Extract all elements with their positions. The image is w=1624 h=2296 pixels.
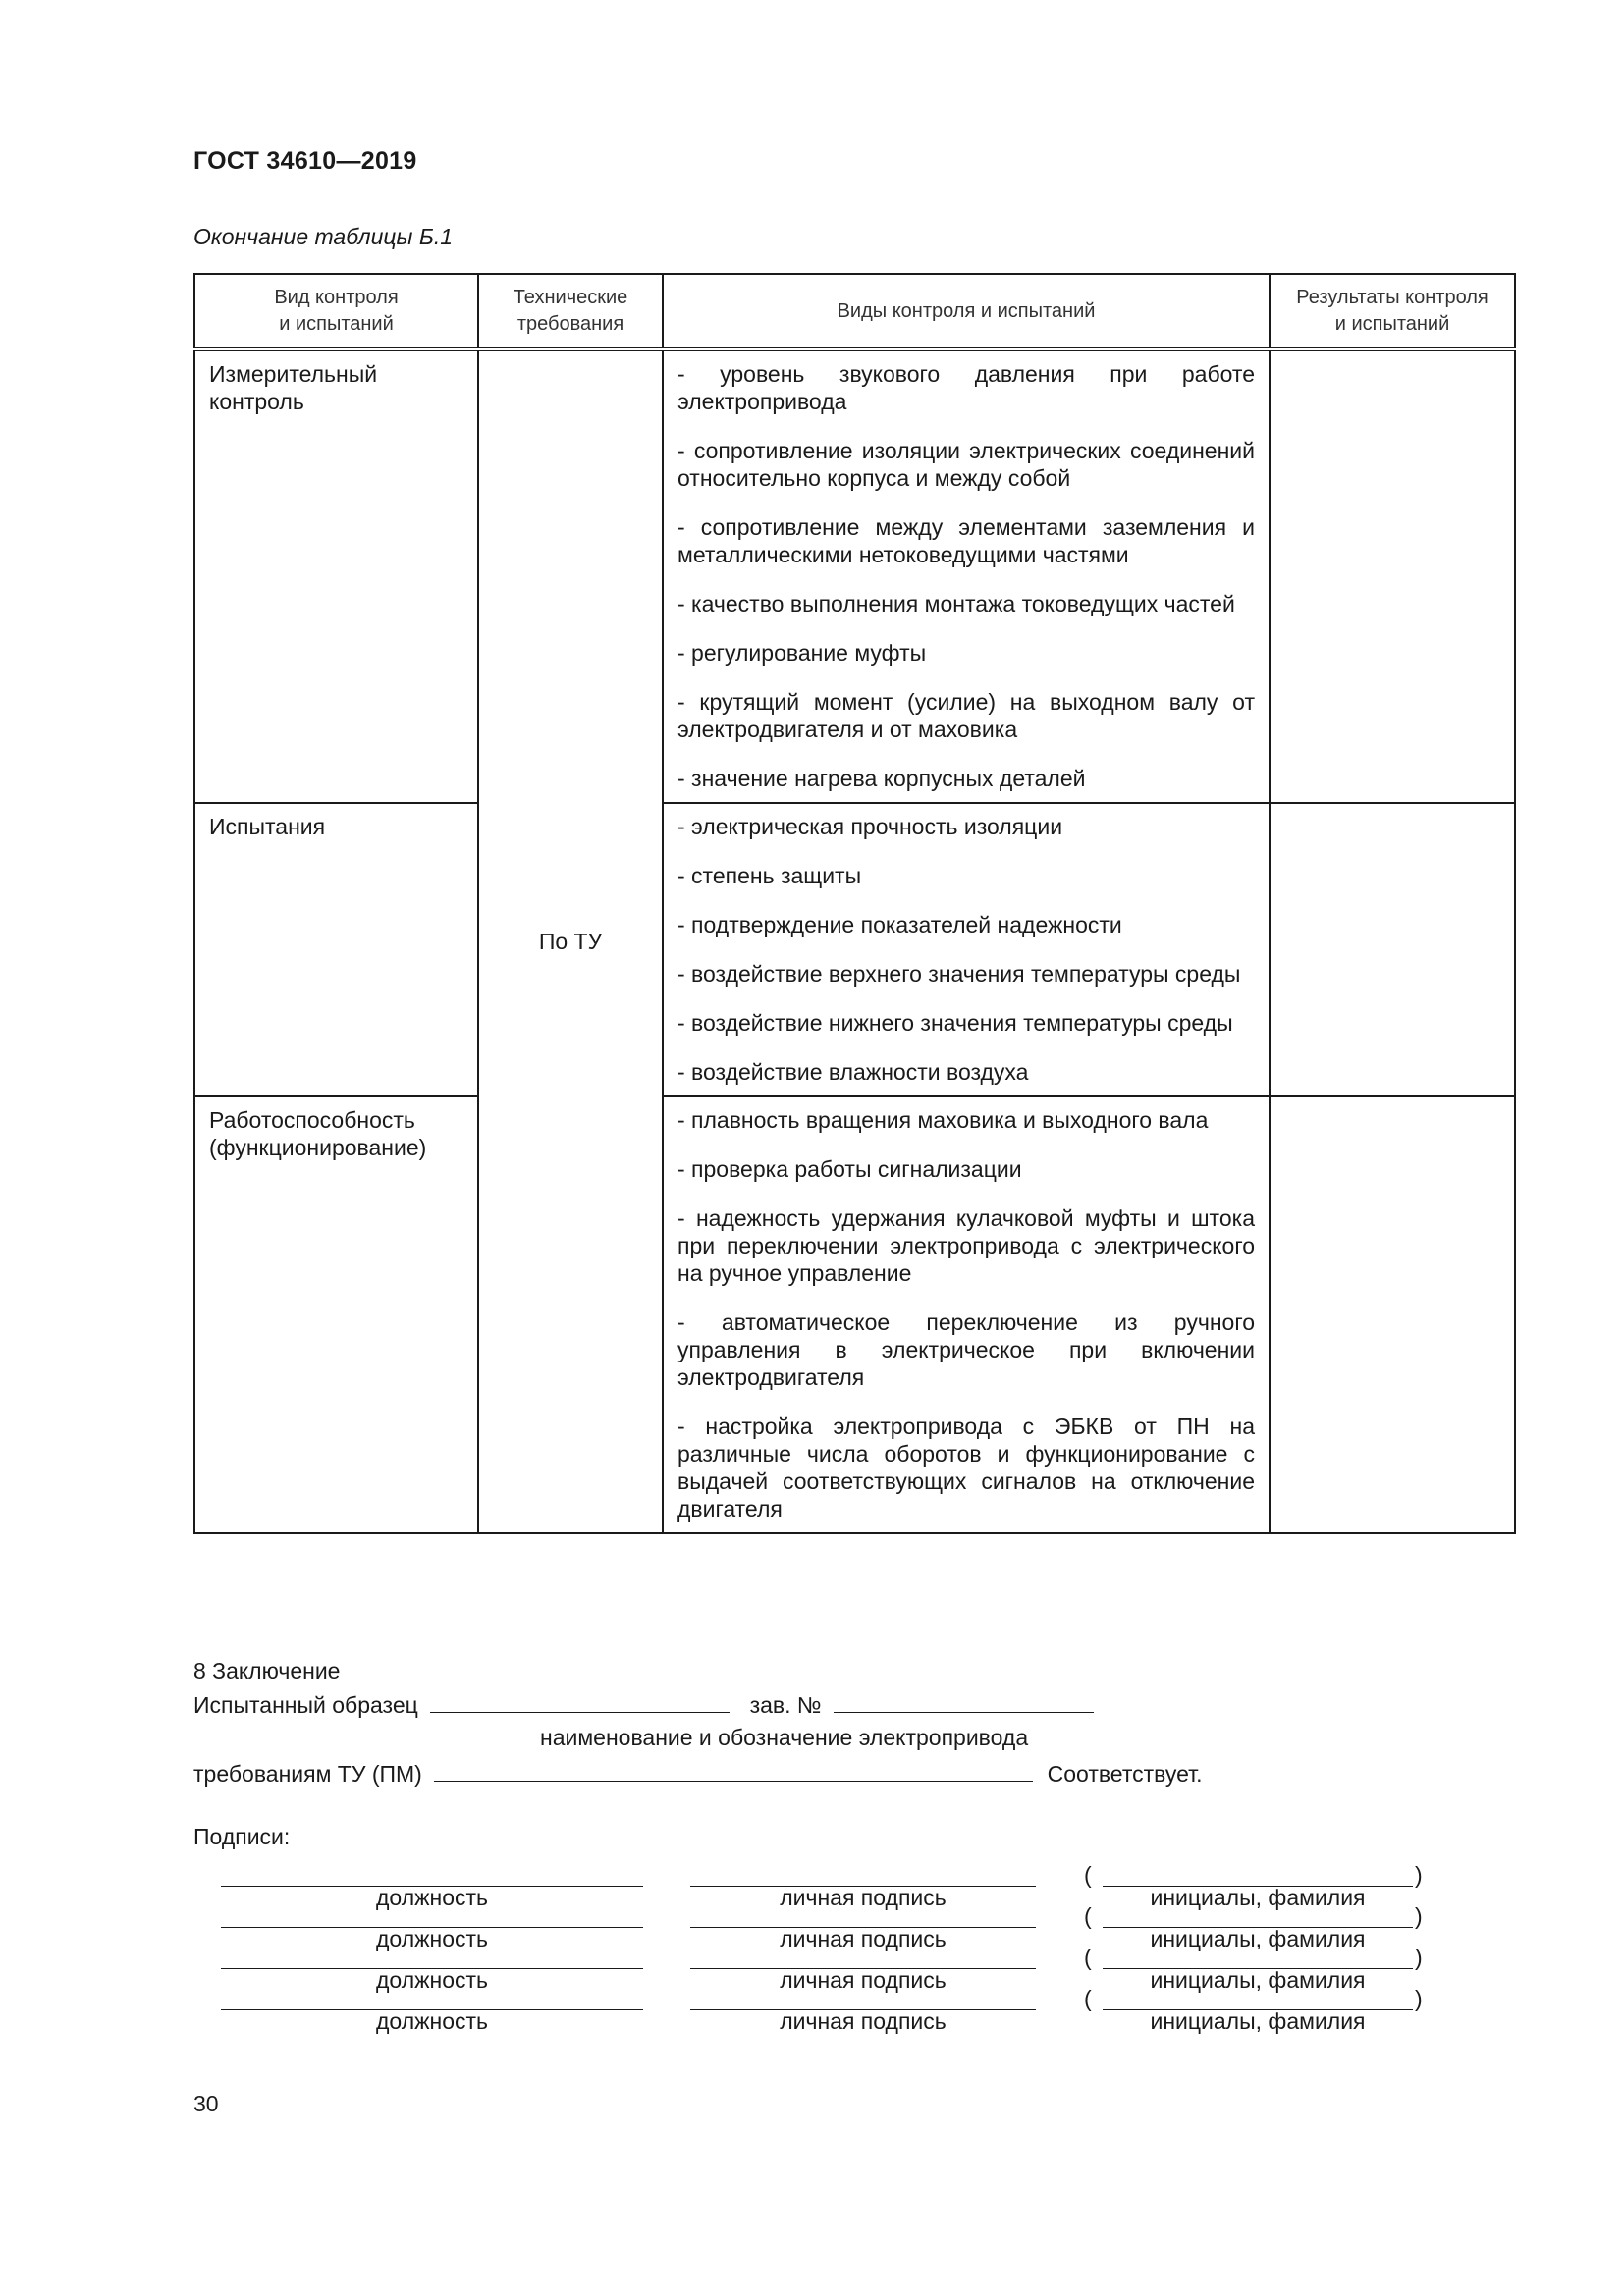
tu-field[interactable] <box>434 1759 1033 1782</box>
test-item: - надежность удержания кулачковой муфты и штока при переключении электропривода с электрического на ручное управление <box>677 1205 1255 1286</box>
category-cell: Измерительный контроль <box>194 349 478 803</box>
column-header-requirements: Технические требования <box>478 274 663 349</box>
close-paren: ) <box>1415 1986 1423 2011</box>
table-header-row <box>194 274 1515 349</box>
position-caption: должность <box>375 1885 489 1910</box>
sample-name-field[interactable] <box>430 1690 730 1713</box>
signature-row <box>0 1986 1624 2035</box>
conclusion-section <box>193 1657 1529 1792</box>
name-caption: инициалы, фамилия <box>1150 1926 1366 1951</box>
open-paren: ( <box>1084 1986 1092 2011</box>
category-cell: Работоспособность (функционирование) <box>194 1096 478 1533</box>
test-item: - подтверждение показателей надежности <box>677 912 1122 937</box>
table-row <box>194 349 1515 803</box>
signature-row <box>0 1862 1624 1911</box>
tu-row <box>193 1759 1529 1792</box>
test-types-cell <box>663 1096 1270 1533</box>
signature-caption: личная подпись <box>780 1885 947 1910</box>
test-item: - автоматическое переключение из ручного управления в электрическое при включении электродвигателя <box>677 1309 1255 1390</box>
complies-text: Соответствует. <box>1047 1761 1203 1787</box>
document-number: ГОСТ 34610—2019 <box>193 147 417 175</box>
page-number: 30 <box>193 2091 219 2116</box>
test-item: - степень защиты <box>677 863 862 888</box>
test-item: - сопротивление изоляции электрических соединений относительно корпуса и между собой <box>677 438 1255 491</box>
open-paren: ( <box>1084 1945 1092 1970</box>
serial-number-field[interactable] <box>834 1690 1094 1713</box>
test-item: - настройка электропривода с ЭБКВ от ПН на различные числа оборотов и функционирование с выдачей соответствующих сигналов на отключение двигателя <box>677 1414 1255 1522</box>
tu-label: требованиям ТУ (ПМ) <box>193 1761 422 1787</box>
test-item: - электрическая прочность изоляции <box>677 814 1063 839</box>
test-item: - плавность вращения маховика и выходного вала <box>677 1107 1209 1133</box>
position-caption: должность <box>375 1926 489 1951</box>
name-caption-row <box>193 1724 1529 1759</box>
test-item: - уровень звукового давления при работе электропривода <box>677 361 1255 414</box>
close-paren: ) <box>1415 1903 1423 1929</box>
test-item: - регулирование муфты <box>677 640 927 666</box>
test-item: - значение нагрева корпусных деталей <box>677 766 1086 791</box>
conclusion-title-row <box>193 1657 1529 1690</box>
signature-caption: личная подпись <box>780 2008 947 2034</box>
signature-caption: личная подпись <box>780 1967 947 1993</box>
test-item: - проверка работы сигнализации <box>677 1156 1022 1182</box>
name-caption: инициалы, фамилия <box>1150 1885 1366 1910</box>
name-caption: инициалы, фамилия <box>1150 1967 1366 1993</box>
column-header-test-types: Виды контроля и испытаний <box>663 274 1270 349</box>
test-item: - качество выполнения монтажа токоведущих частей <box>677 591 1235 616</box>
test-types-cell <box>663 349 1270 803</box>
signature-row <box>0 1945 1624 1994</box>
test-item: - воздействие верхнего значения температуры среды <box>677 961 1241 987</box>
close-paren: ) <box>1415 1945 1423 1970</box>
column-header-control-type: Вид контроля и испытаний <box>194 274 478 349</box>
test-item: - сопротивление между элементами заземления и металлическими нетоковедущими частями <box>677 514 1255 567</box>
result-cell[interactable] <box>1270 349 1515 803</box>
serial-label: зав. № <box>749 1692 822 1718</box>
open-paren: ( <box>1084 1903 1092 1929</box>
table-row <box>194 1096 1515 1533</box>
signature-row <box>0 1903 1624 1952</box>
position-caption: должность <box>375 2008 489 2034</box>
column-header-results: Результаты контроля и испытаний <box>1270 274 1515 349</box>
signatures-title: Подписи: <box>193 1824 291 1849</box>
conclusion-title: 8 Заключение <box>193 1658 341 1683</box>
name-caption: наименование и обозначение электропривода <box>540 1725 1029 1750</box>
test-types-cell <box>663 803 1270 1096</box>
test-item: - воздействие влажности воздуха <box>677 1059 1029 1085</box>
open-paren: ( <box>1084 1862 1092 1888</box>
table-row <box>194 803 1515 1096</box>
position-caption: должность <box>375 1967 489 1993</box>
name-caption: инициалы, фамилия <box>1150 2008 1366 2034</box>
test-item: - крутящий момент (усилие) на выходном валу от электродвигателя и от маховика <box>677 689 1255 742</box>
sample-label: Испытанный образец <box>193 1692 418 1718</box>
table-caption: Окончание таблицы Б.1 <box>193 224 454 249</box>
test-results-table <box>193 273 1516 1534</box>
test-item: - воздействие нижнего значения температуры среды <box>677 1010 1233 1036</box>
result-cell[interactable] <box>1270 1096 1515 1533</box>
result-cell[interactable] <box>1270 803 1515 1096</box>
signature-caption: личная подпись <box>780 1926 947 1951</box>
category-cell: Испытания <box>194 803 478 1096</box>
close-paren: ) <box>1415 1862 1423 1888</box>
sample-row <box>193 1690 1529 1724</box>
requirements-cell: По ТУ <box>478 349 663 1533</box>
